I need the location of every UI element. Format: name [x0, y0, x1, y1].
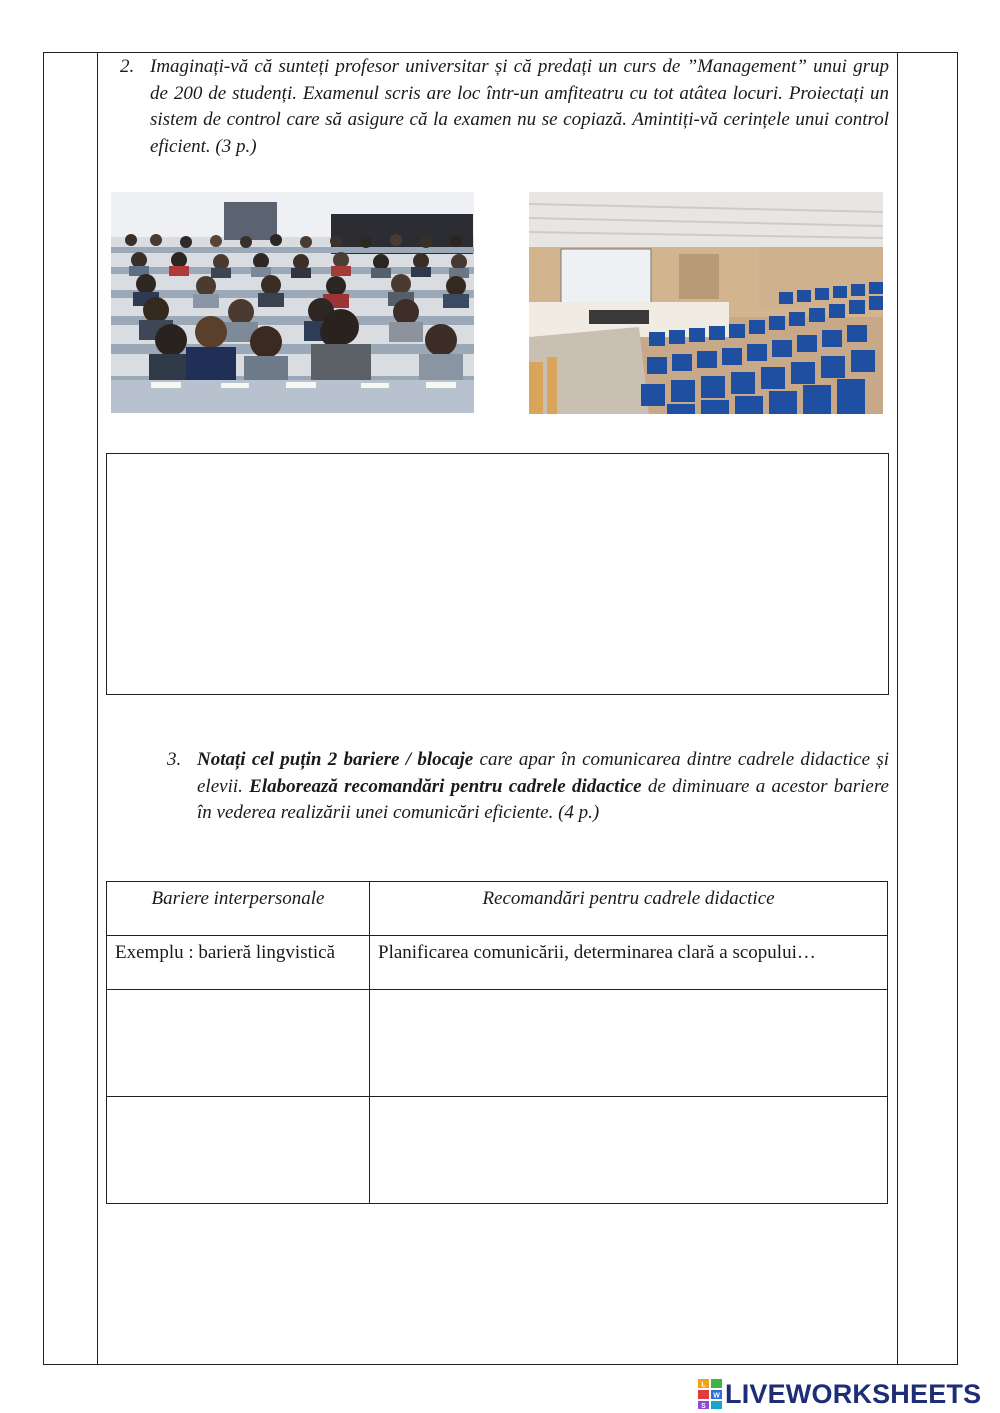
- frame-left: [43, 52, 44, 1365]
- frame-inner-right: [897, 52, 898, 1365]
- logo-icon-letter: S: [701, 1403, 706, 1409]
- barriers-table: [106, 881, 888, 1204]
- example-recommendation-cell: Planificarea comunicării, determinarea clară a scopului…: [370, 936, 888, 990]
- question-2-text: Imaginați-vă că sunteți profesor universitar și că predați un curs de ”Management” unui grup de 200 de studenți. Examenul scris are loc într-un amfiteatru cu tot atâtea locuri. Proiectați un sistem de control care să asigure că la examen nu se copiază. Amintiți-vă cerințele unui control eficient. (3 p.): [150, 56, 889, 157]
- example-barrier-cell: Exemplu : barieră lingvistică: [107, 936, 370, 990]
- frame-inner-left: [97, 52, 98, 1365]
- question-3-text-2: de diminuare a acestor bariere în vederea realizării unei comunicări eficiente. (4 p.): [197, 775, 889, 823]
- question-3-bold-1: Notați cel puțin 2 bariere / blocaje: [197, 749, 474, 770]
- frame-bottom: [43, 1364, 958, 1365]
- recommendation-answer-cell[interactable]: [370, 990, 888, 1097]
- table-row: [107, 1097, 888, 1204]
- liveworksheets-logo[interactable]: [698, 1378, 981, 1410]
- question-2-number: 2.: [120, 56, 135, 77]
- recommendation-answer-cell[interactable]: [370, 1097, 888, 1204]
- amphitheatre-photo: [529, 192, 883, 414]
- header-recommendations: Recomandări pentru cadrele didactice: [370, 882, 888, 936]
- liveworksheets-brand-text: LIVEWORKSHEETS: [725, 1378, 982, 1409]
- barrier-answer-cell[interactable]: [107, 990, 370, 1097]
- question-3-number: 3.: [167, 749, 182, 770]
- logo-icon-letter: L: [701, 1381, 706, 1389]
- frame-right: [957, 52, 958, 1365]
- exam-hall-photo: [111, 192, 474, 413]
- logo-icon-letter: W: [713, 1392, 720, 1400]
- question-2: [120, 54, 889, 160]
- liveworksheets-logo-icon: [698, 1379, 722, 1409]
- frame-top: [43, 52, 958, 53]
- table-row: [107, 990, 888, 1097]
- question-3-text-1: care apar în comunicarea dintre cadrele didactice și elevii.: [197, 749, 889, 797]
- question-3: [167, 747, 889, 827]
- table-header-row: [107, 882, 888, 936]
- answer-box-question-2[interactable]: [106, 453, 889, 695]
- barrier-answer-cell[interactable]: [107, 1097, 370, 1204]
- question-3-bold-2: Elaborează recomandări pentru cadrele didactice: [249, 775, 642, 797]
- header-barriers: Bariere interpersonale: [107, 882, 370, 936]
- table-row: [107, 936, 888, 990]
